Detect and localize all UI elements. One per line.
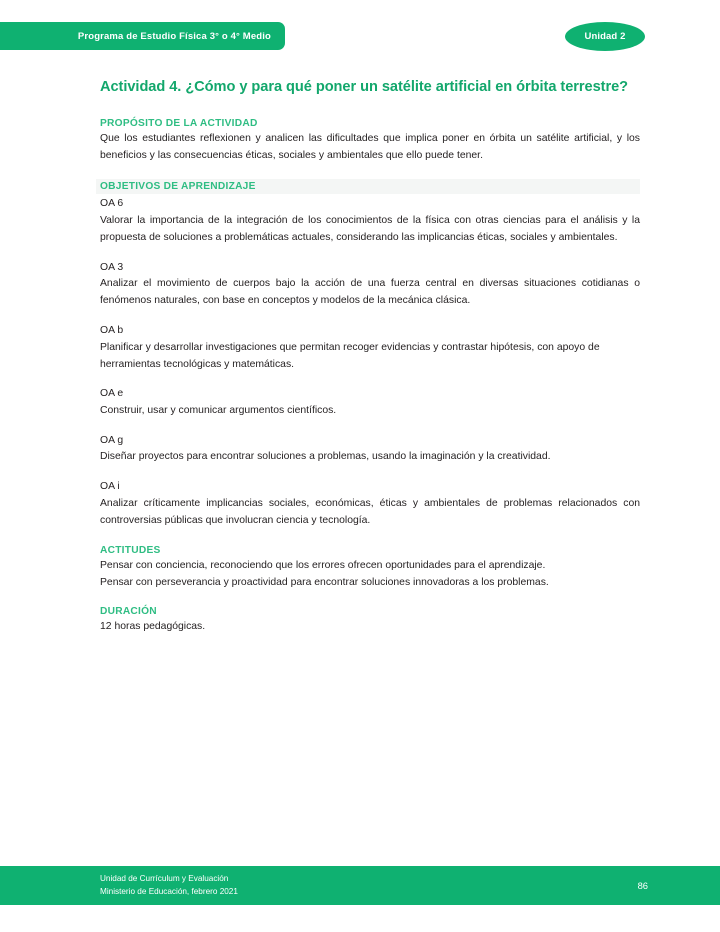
oa-text: Planificar y desarrollar investigaciones que permitan recoger evidencias y contrastar hipótesis, con apoyo de herramientas tecnológicas y matemáticas. (100, 341, 600, 370)
objetivos-heading: OBJETIVOS DE APRENDIZAJE (96, 179, 640, 194)
oa-code: OA 6 (100, 198, 124, 210)
oa-text: Valorar la importancia de la integración de los conocimientos de la física con otras ciencias para el análisis y la propuesta de soluciones a problemáticas actuales, considerando las implicancias éticas, sociales y ambientales. (100, 215, 640, 243)
oa-item (100, 479, 640, 529)
activity-title: Actividad 4. ¿Cómo y para qué poner un satélite artificial en órbita terrestre? (100, 79, 629, 95)
program-banner-label: Programa de Estudio Física 3° o 4° Medio (77, 30, 271, 42)
footer-inner (100, 866, 648, 905)
program-banner (0, 22, 285, 50)
oa-code: OA e (100, 388, 124, 400)
proposito-heading: PROPÓSITO DE LA ACTIVIDAD (100, 117, 258, 129)
oa-item (100, 260, 640, 310)
oa-text: Construir, usar y comunicar argumentos científicos. (100, 405, 337, 416)
page-content (100, 78, 640, 651)
duracion-heading: DURACIÓN (100, 606, 157, 618)
unit-badge (565, 22, 645, 51)
footer-credit-line-1: Unidad de Currículum y Evaluación (100, 873, 229, 883)
oa-code: OA b (100, 325, 124, 337)
oa-text: Analizar el movimiento de cuerpos bajo la acción de una fuerza central en diversas situaciones cotidianas o fenómenos naturales, con base en conceptos y modelos de la mecánica clásica. (100, 278, 640, 307)
oa-text: Diseñar proyectos para encontrar soluciones a problemas, usando la imaginación y la creatividad. (100, 451, 551, 463)
actitudes-line: Pensar con conciencia, reconociendo que los errores ofrecen oportunidades para el aprendizaje. (100, 559, 546, 571)
oa-item (100, 196, 640, 246)
proposito-section (100, 118, 640, 165)
objetivos-list (100, 196, 640, 529)
objetivos-section (100, 179, 640, 529)
oa-text: Analizar críticamente implicancias sociales, económicas, éticas y ambientales de problemas relacionados con controversias públicas que involucran ciencia y tecnología. (100, 497, 640, 526)
footer-credit-line-2: Ministerio de Educación, febrero 2021 (100, 886, 238, 896)
oa-code: OA 3 (100, 261, 124, 273)
actitudes-section (100, 545, 640, 592)
duracion-section (100, 606, 640, 636)
page-header (0, 0, 720, 70)
oa-code: OA i (100, 481, 120, 493)
oa-code: OA g (100, 434, 124, 446)
actitudes-heading: ACTITUDES (100, 544, 161, 556)
oa-item (100, 386, 640, 419)
oa-item (100, 323, 640, 373)
actitudes-line: Pensar con perseverancia y proactividad para encontrar soluciones innovadoras a los problemas. (100, 576, 549, 588)
page-footer (0, 866, 720, 905)
page-number: 86 (637, 880, 648, 891)
duracion-text: 12 horas pedagógicas. (100, 621, 206, 633)
unit-badge-label: Unidad 2 (584, 31, 626, 42)
proposito-text: Que los estudiantes reflexionen y analicen las dificultades que implica poner en órbita un satélite artificial, y los beneficios y las consecuencias éticas, sociales y ambientales que ello puede tener. (100, 132, 640, 161)
oa-item (100, 433, 640, 466)
footer-credits (100, 873, 238, 898)
